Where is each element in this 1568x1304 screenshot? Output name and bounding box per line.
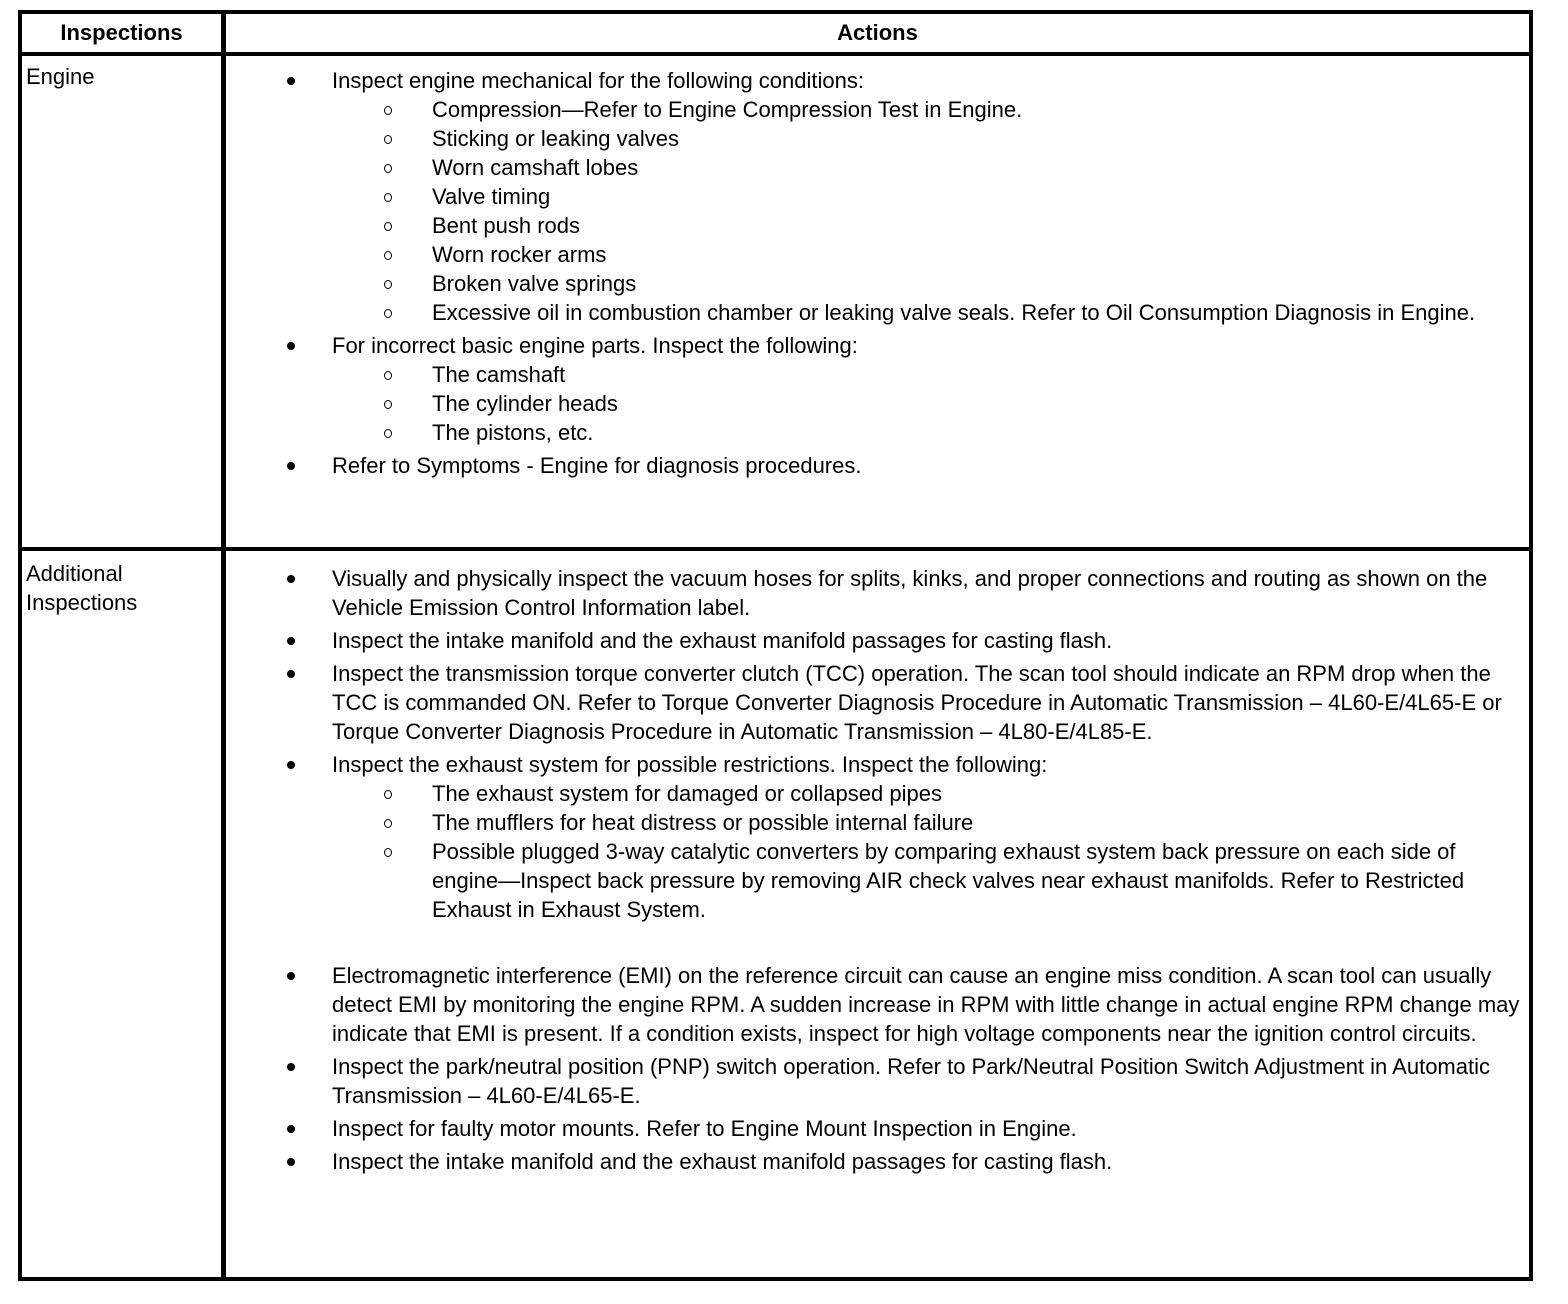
header-divider [22, 52, 1529, 56]
sub-item: The mufflers for heat distress or possible internal failure [226, 808, 1529, 837]
bullet-icon [287, 77, 295, 85]
sub-item: Broken valve springs [226, 269, 1529, 298]
action-item: Inspect the exhaust system for possible restrictions. Inspect the following: [226, 750, 1529, 779]
circle-bullet-icon [384, 790, 392, 799]
bullet-icon [287, 462, 295, 470]
action-item: Inspect for faulty motor mounts. Refer to Engine Mount Inspection in Engine. [226, 1114, 1529, 1143]
inspection-label-engine: Engine [26, 64, 95, 89]
sub-item: Bent push rods [226, 211, 1529, 240]
circle-bullet-icon [384, 193, 392, 202]
inspection-table [18, 10, 1533, 1281]
header-inspections: Inspections [60, 20, 183, 45]
action-item: Inspect the intake manifold and the exhaust manifold passages for casting flash. [226, 626, 1529, 655]
action-item: Visually and physically inspect the vacuum hoses for splits, kinks, and proper connections and routing as shown on the Vehicle Emission Control Information label. [226, 564, 1529, 622]
circle-bullet-icon [384, 819, 392, 828]
bullet-icon [287, 637, 295, 645]
bullet-icon [287, 1063, 295, 1071]
bullet-icon [287, 761, 295, 769]
sub-item: Compression—Refer to Engine Compression Test in Engine. [226, 95, 1529, 124]
engine-actions [226, 66, 1529, 484]
action-item: Refer to Symptoms - Engine for diagnosis procedures. [226, 451, 1529, 480]
circle-bullet-icon [384, 309, 392, 318]
circle-bullet-icon [384, 848, 392, 857]
circle-bullet-icon [384, 135, 392, 144]
bullet-icon [287, 575, 295, 583]
bullet-icon [287, 972, 295, 980]
sub-item: Possible plugged 3-way catalytic converters by comparing exhaust system back pressure on each side of engine—Inspect back pressure by removing AIR check valves near exhaust manifolds. Refer to Restricted Exhaust in Exhaust System. [226, 837, 1529, 924]
circle-bullet-icon [384, 222, 392, 231]
action-item: Inspect engine mechanical for the following conditions: [226, 66, 1529, 95]
action-item: Electromagnetic interference (EMI) on the reference circuit can cause an engine miss condition. A scan tool can usually detect EMI by monitoring the engine RPM. A sudden increase in RPM with little change in actual engine RPM change may indicate that EMI is present. If a condition exists, inspect for high voltage components near the ignition control circuits. [226, 961, 1529, 1048]
sub-item: Worn rocker arms [226, 240, 1529, 269]
circle-bullet-icon [384, 280, 392, 289]
bullet-icon [287, 1125, 295, 1133]
action-item: For incorrect basic engine parts. Inspect the following: [226, 331, 1529, 360]
action-item: Inspect the intake manifold and the exhaust manifold passages for casting flash. [226, 1147, 1529, 1176]
sub-item: Valve timing [226, 182, 1529, 211]
sub-item: The exhaust system for damaged or collapsed pipes [226, 779, 1529, 808]
sub-item: The cylinder heads [226, 389, 1529, 418]
circle-bullet-icon [384, 429, 392, 438]
circle-bullet-icon [384, 400, 392, 409]
circle-bullet-icon [384, 106, 392, 115]
sub-item: Worn camshaft lobes [226, 153, 1529, 182]
bullet-icon [287, 342, 295, 350]
circle-bullet-icon [384, 251, 392, 260]
circle-bullet-icon [384, 371, 392, 380]
sub-item: Excessive oil in combustion chamber or leaking valve seals. Refer to Oil Consumption Diagnosis in Engine. [226, 298, 1529, 327]
additional-actions [226, 564, 1529, 1180]
inspection-label-additional: Additional Inspections [26, 561, 138, 615]
row-divider [22, 547, 1529, 551]
action-item: Inspect the transmission torque converter clutch (TCC) operation. The scan tool should indicate an RPM drop when the TCC is commanded ON. Refer to Torque Converter Diagnosis Procedure in Automatic Transmission – 4L60-E/4L65-E or Torque Converter Diagnosis Procedure in Automatic Transmission – 4L80-E/4L85-E. [226, 659, 1529, 746]
sub-item: The pistons, etc. [226, 418, 1529, 447]
sub-item: The camshaft [226, 360, 1529, 389]
action-item: Inspect the park/neutral position (PNP) switch operation. Refer to Park/Neutral Position Switch Adjustment in Automatic Transmission – 4L60-E/4L65-E. [226, 1052, 1529, 1110]
sub-item: Sticking or leaking valves [226, 124, 1529, 153]
bullet-icon [287, 1158, 295, 1166]
circle-bullet-icon [384, 164, 392, 173]
header-actions: Actions [837, 20, 918, 45]
bullet-icon [287, 670, 295, 678]
